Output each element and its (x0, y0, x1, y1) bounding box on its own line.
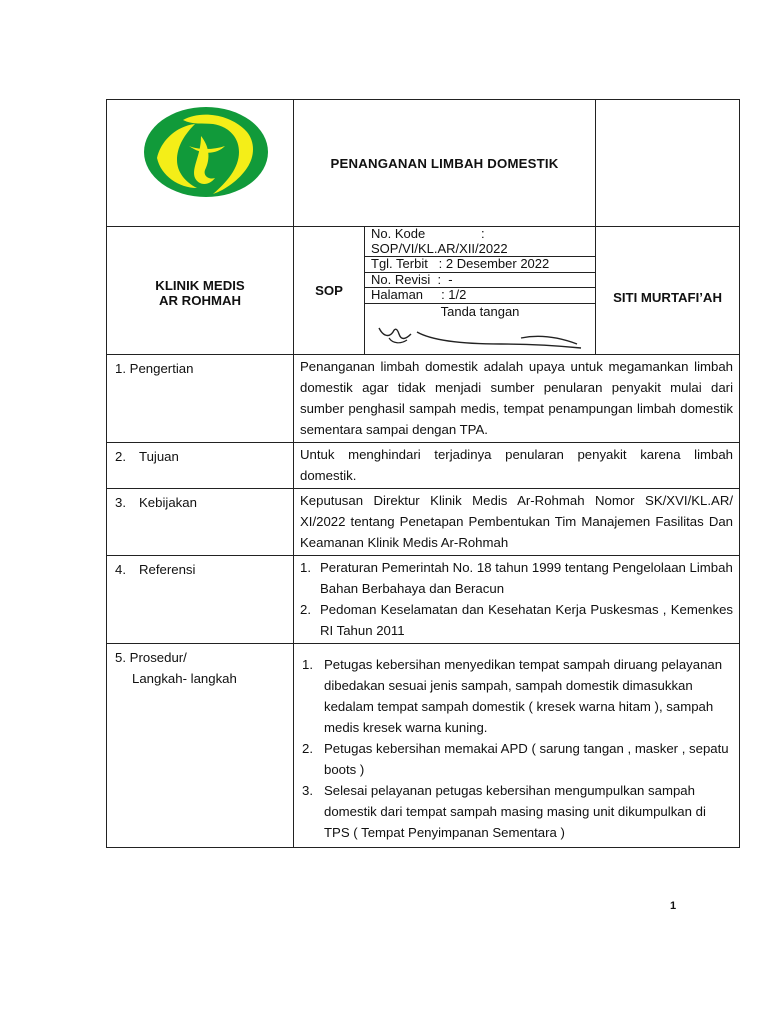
prosedur-item-number: 2. (302, 740, 313, 756)
kode-row (365, 227, 595, 257)
logo-cell (107, 100, 294, 227)
top-right-empty-cell (596, 100, 740, 227)
halaman-row: Halaman : 1/2 (365, 288, 595, 304)
kebijakan-content (294, 488, 740, 555)
referensi-label: Referensi (139, 561, 196, 577)
tujuan-label-cell (107, 442, 294, 488)
prosedur-item-text: Petugas kebersihan menyedikan tempat sampah diruang pelayanan dibedakan sesuai jenis sampah, sampah domestik dimasukkan kedalam tempat sampah domestik ( kresek warna hitam ), sampah medis kresek warna kuning. (324, 656, 723, 735)
meta-table (365, 227, 595, 354)
signature-row (365, 303, 595, 354)
referensi-label-cell (107, 555, 294, 643)
referensi-item-text: Peraturan Pemerintah No. 18 tahun 1999 tentang Pengelolaan Limbah Bahan Berbahaya dan Beracun (320, 559, 733, 596)
meta-cell (365, 227, 596, 355)
document-title: PENANGANAN LIMBAH DOMESTIK (294, 100, 596, 227)
clinic-name-line1: KLINIK MEDIS (155, 278, 245, 294)
klinik-logo-icon (143, 106, 271, 198)
signature-label: Tanda tangan (440, 303, 520, 319)
prosedur-number: 5. (115, 649, 126, 665)
referensi-content (294, 555, 740, 643)
sop-document-table (106, 99, 740, 848)
tujuan-content (294, 442, 740, 488)
kode-colon: : (481, 226, 485, 241)
kebijakan-label-cell (107, 488, 294, 555)
list-item (300, 599, 733, 641)
tujuan-label: Tujuan (139, 448, 179, 464)
prosedur-item-number: 3. (302, 782, 313, 798)
referensi-item-text: Pedoman Keselamatan dan Kesehatan Kerja Puskesmas , Kemenkes RI Tahun 2011 (320, 601, 734, 638)
terbit-row: Tgl. Terbit : 2 Desember 2022 (365, 257, 595, 273)
prosedur-label-line1: Prosedur/ (129, 649, 187, 665)
handwritten-signature-icon (371, 314, 586, 352)
prosedur-item-text: Petugas kebersihan memakai APD ( sarung tangan , masker , sepatu boots ) (324, 740, 729, 777)
list-item (300, 557, 733, 599)
signature-area (365, 304, 595, 354)
revisi-row: No. Revisi : - (365, 272, 595, 288)
page-number: 1 (670, 900, 677, 912)
kode-value: SOP/VI/KL.AR/XII/2022 (371, 240, 508, 256)
signer-name: SITI MURTAFI’AH (596, 227, 740, 355)
list-item (302, 738, 733, 780)
pengertian-number: 1. (115, 360, 126, 376)
referensi-list (300, 557, 733, 641)
doc-type-cell: SOP (294, 227, 365, 355)
list-item (302, 654, 733, 738)
pengertian-content (294, 354, 740, 442)
pengertian-label-cell (107, 354, 294, 442)
kode-label: No. Kode (371, 226, 426, 241)
tujuan-number: 2. (115, 448, 126, 464)
kebijakan-number: 3. (115, 494, 126, 510)
pengertian-text: Penanganan limbah domestik adalah upaya untuk megamankan limbah domestik agar tidak menjadi sumber penularan penyakit mulai dari sumber penghasil sampah medis, tempat penampungan limbah domestik sementara sampai dengan TPA. (300, 358, 734, 437)
kebijakan-text: Keputusan Direktur Klinik Medis Ar-Rohmah Nomor SK/XVI/KL.AR/ XI/2022 tentang Penetapan Pembentukan Tim Manajemen Fasilitas Dan Keamanan Klinik Medis Ar-Rohmah (300, 492, 734, 550)
prosedur-label-line2: Langkah- langkah (132, 670, 237, 686)
prosedur-label-cell (107, 643, 294, 847)
clinic-name-cell (107, 227, 294, 355)
referensi-number: 4. (115, 561, 126, 577)
referensi-item-number: 2. (300, 601, 311, 617)
list-item (302, 780, 733, 843)
referensi-item-number: 1. (300, 559, 311, 575)
prosedur-list (302, 654, 733, 843)
kebijakan-label: Kebijakan (139, 494, 197, 510)
prosedur-content (294, 643, 740, 847)
pengertian-label: Pengertian (129, 360, 194, 376)
prosedur-item-text: Selesai pelayanan petugas kebersihan mengumpulkan sampah domestik dari tempat sampah masing masing unit dikumpulkan di TPS ( Tempat Penyimpanan Sementara ) (324, 782, 706, 840)
clinic-name-line2: AR ROHMAH (158, 293, 242, 309)
prosedur-item-number: 1. (302, 656, 313, 672)
tujuan-text: Untuk menghindari terjadinya penularan penyakit karena limbah domestik. (300, 446, 734, 483)
